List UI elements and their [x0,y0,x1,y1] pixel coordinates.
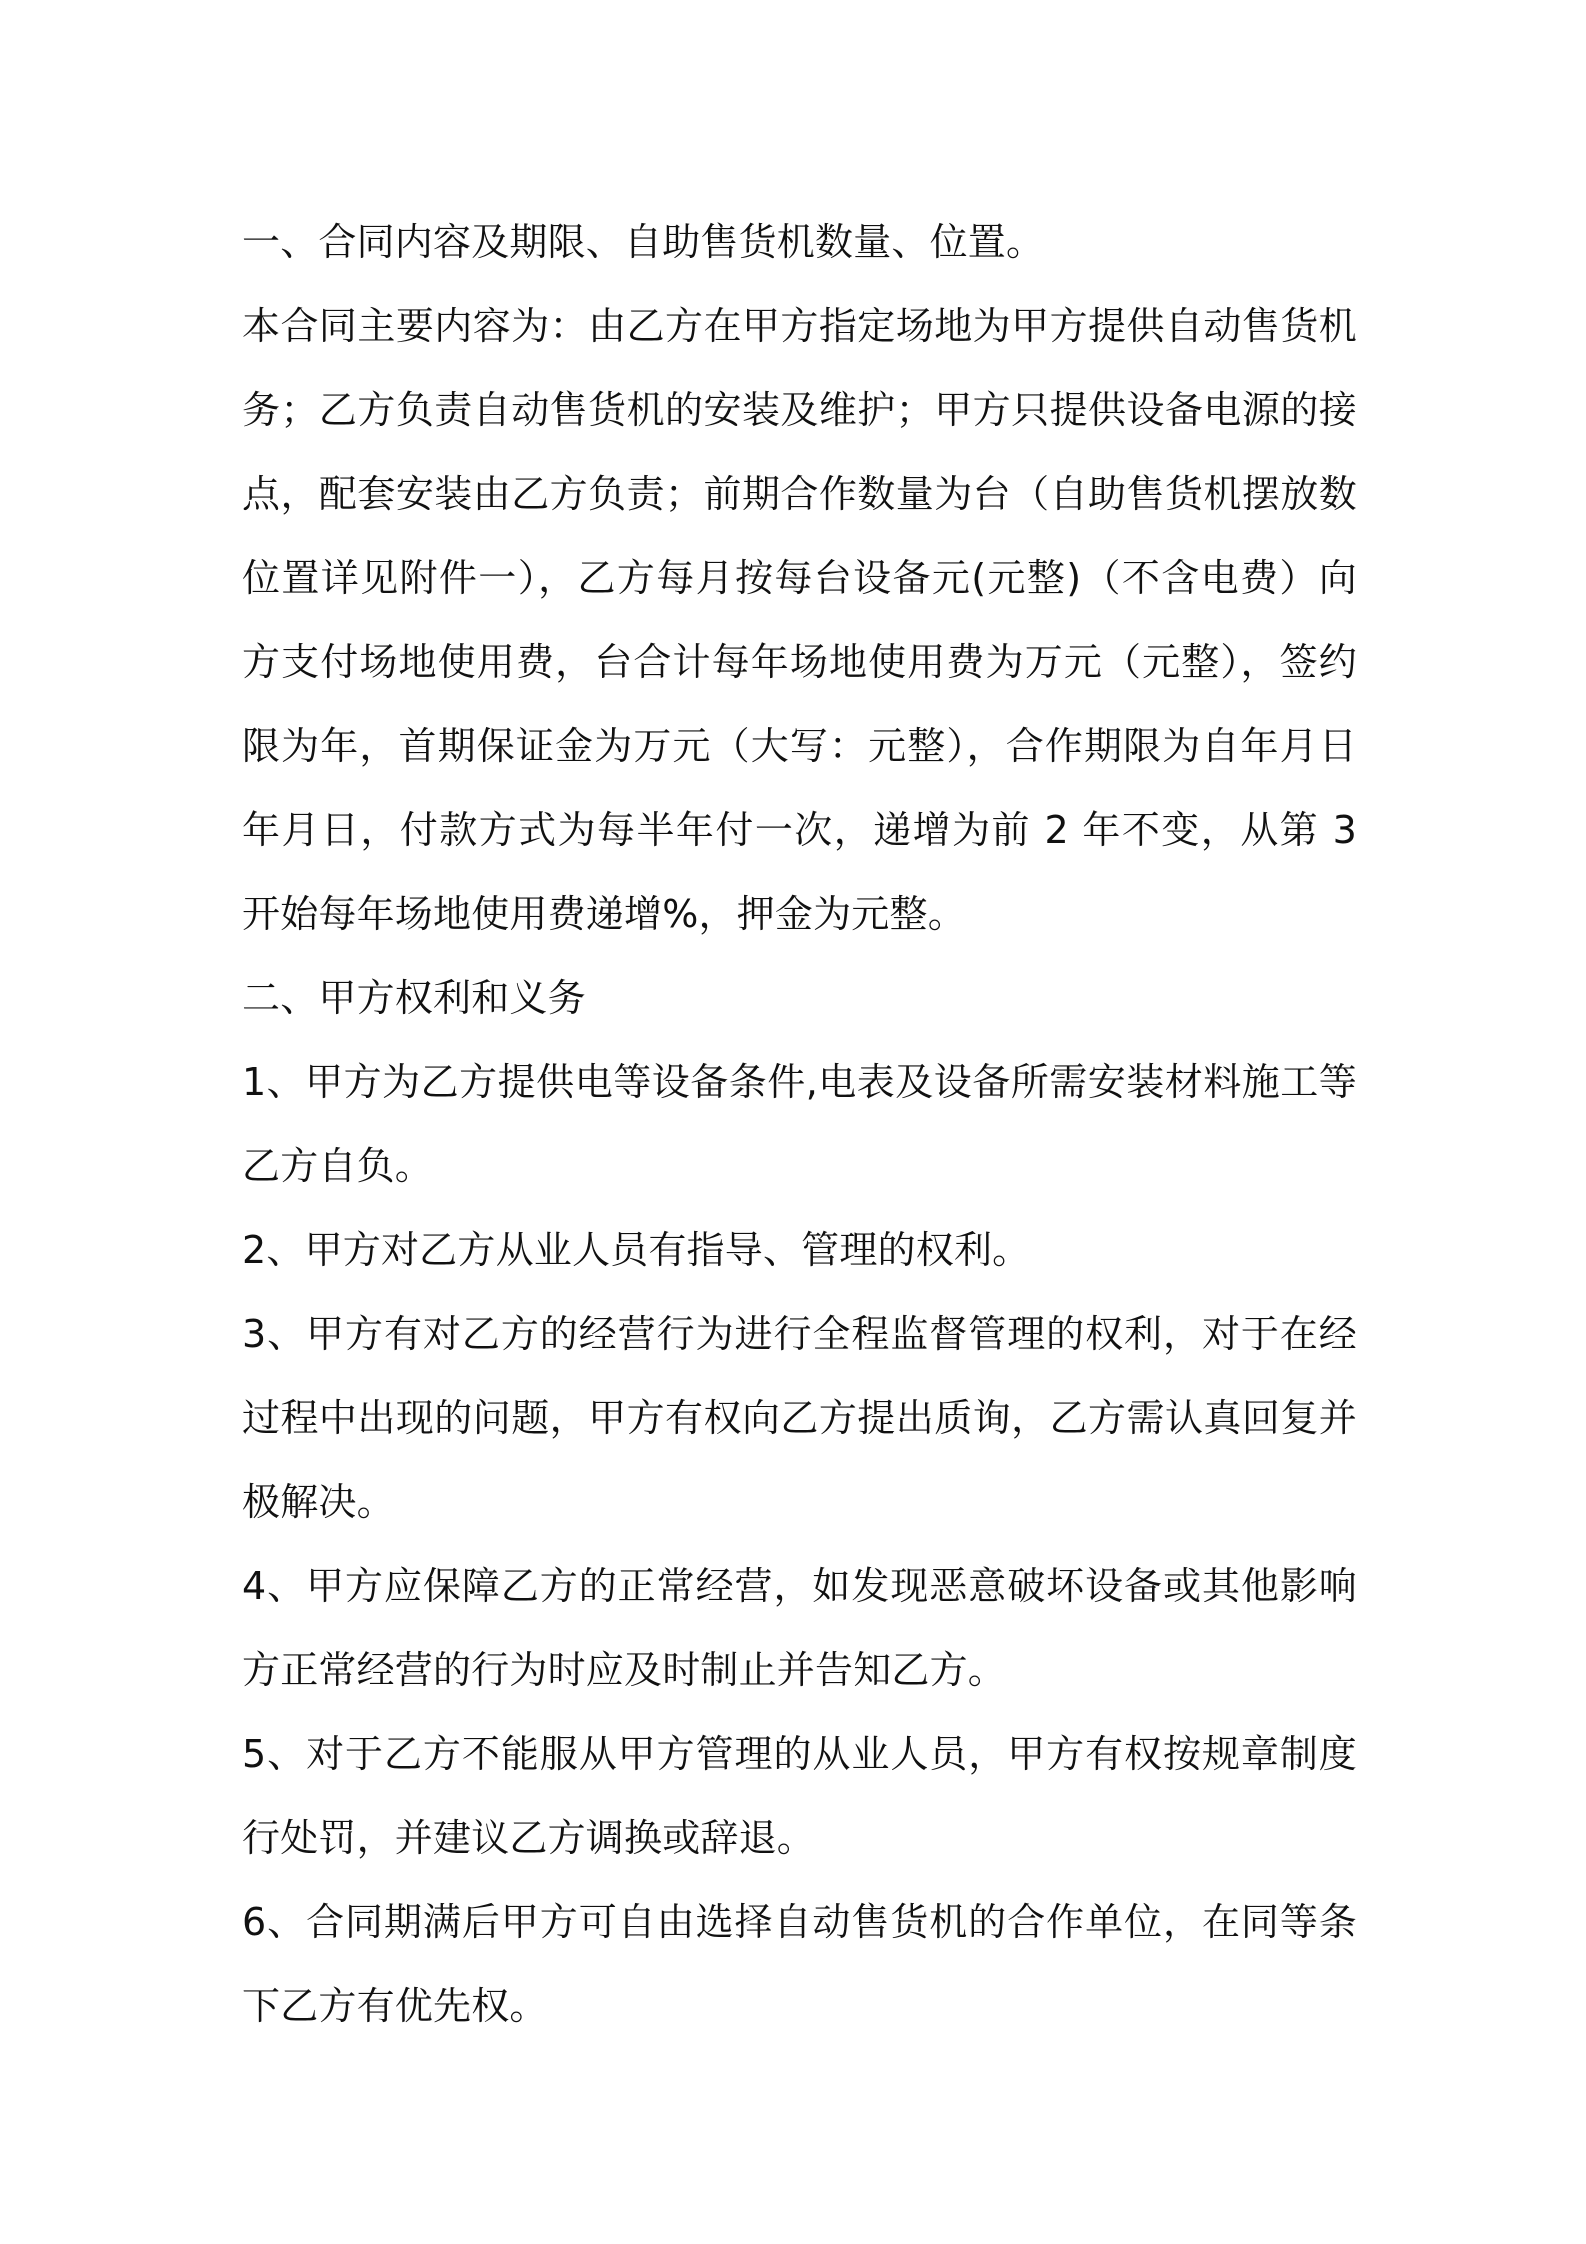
list-item-line: 2、甲方对乙方从业人员有指导、管理的权利。 [242,1228,1031,1272]
list-item-line: 4、甲方应保障乙方的正常经营，如发现恶意破坏设备或其他影响 [242,1564,1357,1608]
section-heading-2: 二、甲方权利和义务 [242,976,586,1020]
paragraph-line: 方支付场地使用费，台合计每年场地使用费为万元（元整），签约 [242,640,1357,684]
paragraph-line: 年月日，付款方式为每半年付一次，递增为前 2 年不变，从第 3 [242,808,1357,852]
paragraph-line: 位置详见附件一），乙方每月按每台设备元(元整)（不含电费）向 [242,556,1357,600]
list-item-line: 方正常经营的行为时应及时制止并告知乙方。 [242,1648,1007,1692]
document-body [242,200,1357,2048]
paragraph-line: 务；乙方负责自动售货机的安装及维护；甲方只提供设备电源的接 [242,388,1357,432]
paragraph-line: 点，配套安装由乙方负责；前期合作数量为台（自助售货机摆放数 [242,472,1357,516]
list-item-line: 下乙方有优先权。 [242,1984,548,2028]
list-item-line: 5、对于乙方不能服从甲方管理的从业人员，甲方有权按规章制度 [242,1732,1357,1776]
list-item-line: 乙方自负。 [242,1144,434,1188]
paragraph-line: 本合同主要内容为：由乙方在甲方指定场地为甲方提供自动售货机 [242,304,1357,348]
paragraph-line: 开始每年场地使用费递增%，押金为元整。 [242,892,966,936]
paragraph-line: 限为年，首期保证金为万元（大写：元整），合作期限为自年月日 [242,724,1357,768]
list-item-line: 3、甲方有对乙方的经营行为进行全程监督管理的权利，对于在经 [242,1312,1357,1356]
list-item-line: 极解决。 [242,1480,395,1524]
list-item-line: 过程中出现的问题，甲方有权向乙方提出质询，乙方需认真回复并 [242,1396,1357,1440]
list-item-line: 6、合同期满后甲方可自由选择自动售货机的合作单位，在同等条 [242,1900,1357,1944]
section-heading-1: 一、合同内容及期限、自助售货机数量、位置。 [242,220,1045,264]
list-item-line: 1、甲方为乙方提供电等设备条件,电表及设备所需安装材料施工等 [242,1060,1357,1104]
list-item-line: 行处罚，并建议乙方调换或辞退。 [242,1816,816,1860]
